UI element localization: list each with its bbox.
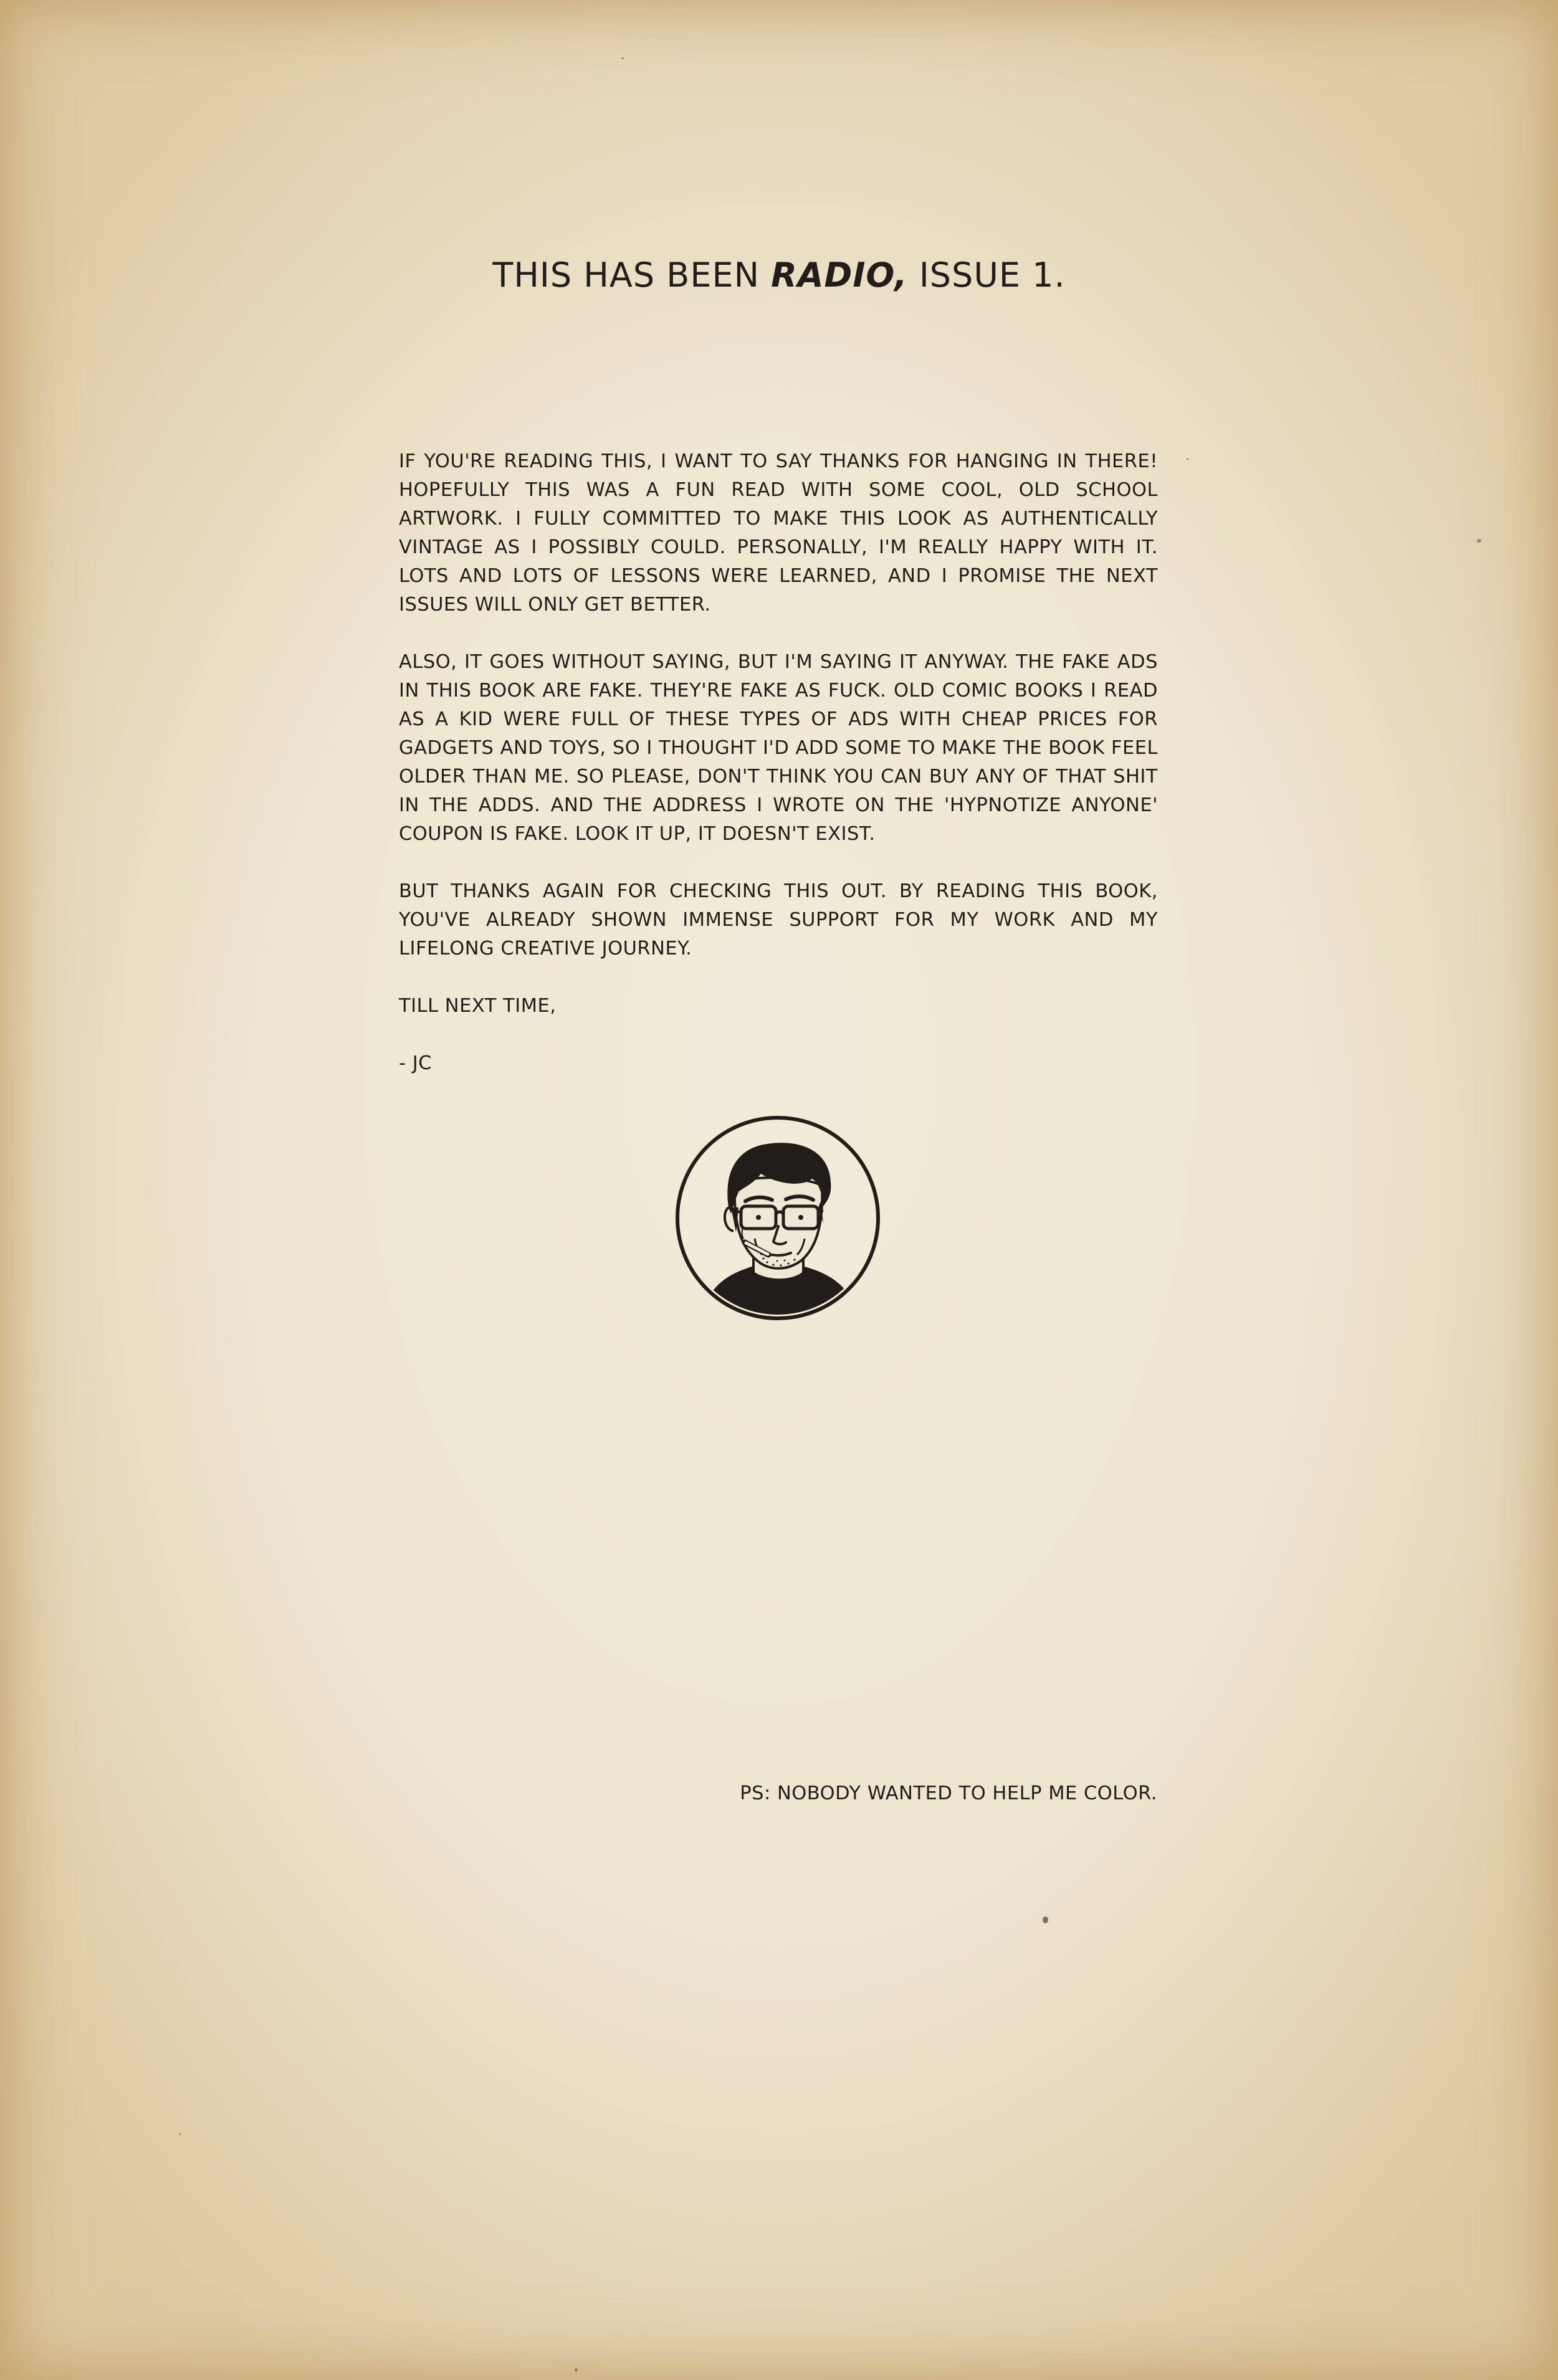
title-emphasis: RADIO, — [771, 255, 908, 295]
letter-body — [399, 447, 1158, 1107]
letter-paragraph: ALSO, IT GOES WITHOUT SAYING, BUT I'M SAYING IT ANYWAY. THE FAKE ADS IN THIS BOOK ARE FAKE. THEY'RE FAKE AS FUCK. OLD COMIC BOOKS I READ AS A KID WERE FULL OF THESE TYPES OF ADS WITH CHEAP PRICES FOR GADGETS AND TOYS, SO I THOUGHT I'D ADD SOME TO MAKE THE BOOK FEEL OLDER THAN ME. SO PLEASE, DON'T THINK YOU CAN BUY ANY OF THAT SHIT IN THE ADDS. AND THE ADDRESS I WROTE ON THE 'HYPNOTIZE ANYONE' COUPON IS FAKE. LOOK IT UP, IT DOESN'T EXIST. — [399, 651, 1158, 845]
paper-speck — [179, 2133, 181, 2135]
paper-speck — [1043, 1916, 1048, 1923]
paper-speck — [1477, 539, 1481, 543]
letter-paragraph: IF YOU'RE READING THIS, I WANT TO SAY THANKS FOR HANGING IN THERE! HOPEFULLY THIS WAS A FUN READ WITH SOME COOL, OLD SCHOOL ARTWORK. I FULLY COMMITTED TO MAKE THIS LOOK AS AUTHENTICALLY VINTAGE AS I POSSIBLY COULD. PERSONALLY, I'M REALLY HAPPY WITH IT. LOTS AND LOTS OF LESSONS WERE LEARNED, AND I PROMISE THE NEXT ISSUES WILL ONLY GET BETTER. — [399, 450, 1158, 616]
author-portrait-icon — [674, 1114, 882, 1322]
letter-paragraph: BUT THANKS AGAIN FOR CHECKING THIS OUT. BY READING THIS BOOK, YOU'VE ALREADY SHOWN IMMENSE SUPPORT FOR MY WORK AND MY LIFELONG CREATIVE JOURNEY. — [399, 880, 1158, 959]
title-suffix: ISSUE 1. — [907, 255, 1066, 295]
page-title — [0, 255, 1558, 295]
postscript: PS: NOBODY WANTED TO HELP ME COLOR. — [740, 1783, 1157, 1804]
paper-speck — [621, 57, 624, 59]
title-prefix: THIS HAS BEEN — [492, 255, 772, 295]
letter-closing: TILL NEXT TIME, — [399, 995, 557, 1017]
paper-speck — [1187, 458, 1188, 460]
letter-signature: - JC — [399, 1052, 432, 1074]
paper-speck — [575, 2368, 578, 2372]
